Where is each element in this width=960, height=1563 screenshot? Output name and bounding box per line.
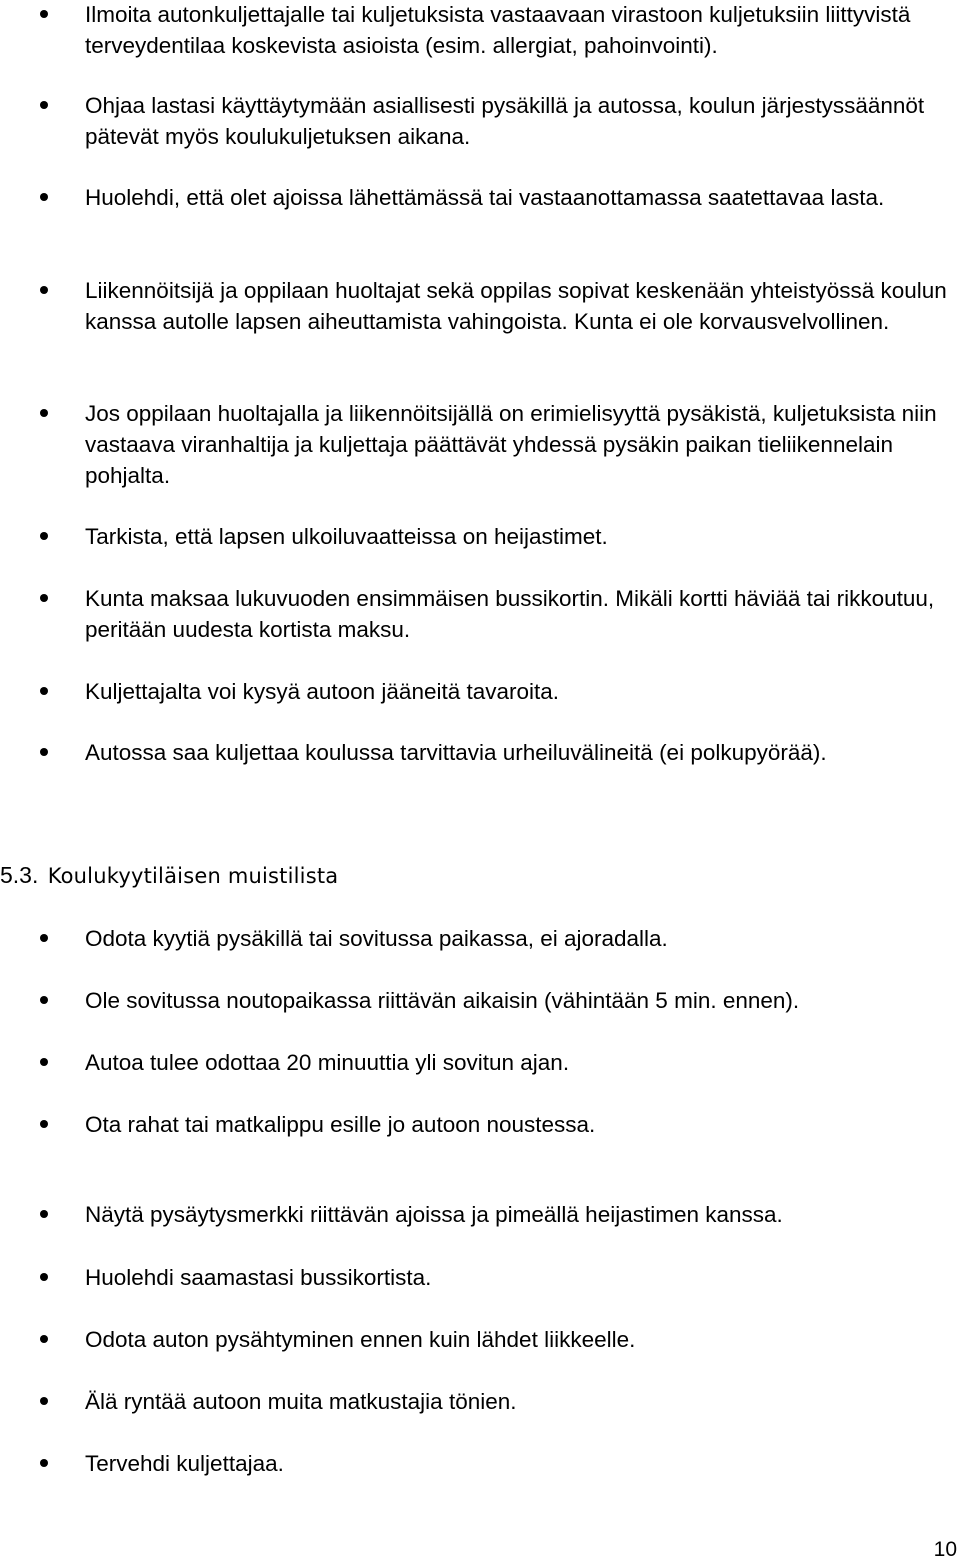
bullet-icon bbox=[40, 101, 48, 109]
section-number: 5.3. bbox=[0, 862, 39, 888]
list-item-text: Odota auton pysähtyminen ennen kuin lähdet liikkeelle. bbox=[85, 1327, 636, 1352]
list-item-text: Ohjaa lastasi käyttäytymään asiallisesti pysäkillä ja autossa, koulun järjestyssäännöt pätevät myös koulukuljetuksen aikana. bbox=[85, 93, 925, 149]
section-heading bbox=[0, 858, 338, 893]
list-item-text: Huolehdi saamastasi bussikortista. bbox=[85, 1265, 432, 1290]
bullet-icon bbox=[40, 286, 48, 294]
list-item-text: Tervehdi kuljettajaa. bbox=[85, 1451, 284, 1476]
bullet-icon bbox=[40, 10, 48, 18]
list-item-text: Huolehdi, että olet ajoissa lähettämässä tai vastaanottamassa saatettavaa lasta. bbox=[85, 185, 885, 210]
bullet-icon bbox=[40, 1459, 48, 1467]
section-title: Koulukyytiläisen muistilista bbox=[47, 864, 339, 888]
bullet-icon bbox=[40, 1120, 48, 1128]
bullet-icon bbox=[40, 594, 48, 602]
list-item-text: Älä ryntää autoon muita matkustajia tönien. bbox=[85, 1389, 517, 1414]
list-item-text: Kunta maksaa lukuvuoden ensimmäisen bussikortin. Mikäli kortti häviää tai rikkoutuu, peritään uudesta kortista maksu. bbox=[85, 586, 935, 642]
list-item-text: Liikennöitsijä ja oppilaan huoltajat sekä oppilas sopivat keskenään yhteistyössä koulun kanssa autolle lapsen aiheuttamista vahingoista. Kunta ei ole korvausvelvollinen. bbox=[85, 278, 947, 334]
list-item-text: Tarkista, että lapsen ulkoiluvaatteissa on heijastimet. bbox=[85, 524, 608, 549]
list-item-text: Jos oppilaan huoltajalla ja liikennöitsijällä on erimielisyyttä pysäkistä, kuljetuksista niin vastaava viranhaltija ja kuljettaja päättävät yhdessä pysäkin paikan tieliikennelain pohjalta. bbox=[85, 401, 937, 488]
list-item-text: Odota kyytiä pysäkillä tai sovitussa paikassa, ei ajoradalla. bbox=[85, 926, 668, 951]
list-item-text: Autossa saa kuljettaa koulussa tarvittavia urheiluvälineitä (ei polkupyörää). bbox=[85, 740, 827, 765]
bullet-icon bbox=[40, 934, 48, 942]
bullet-icon bbox=[40, 1273, 48, 1281]
list-item-text: Näytä pysäytysmerkki riittävän ajoissa ja pimeällä heijastimen kanssa. bbox=[85, 1202, 783, 1227]
list-item-text: Autoa tulee odottaa 20 minuuttia yli sovitun ajan. bbox=[85, 1050, 570, 1075]
list-item-text: Ota rahat tai matkalippu esille jo autoon noustessa. bbox=[85, 1112, 596, 1137]
bullet-icon bbox=[40, 193, 48, 201]
bullet-icon bbox=[40, 1397, 48, 1405]
page-number: 10 bbox=[933, 1538, 957, 1561]
bullet-icon bbox=[40, 748, 48, 756]
bullet-icon bbox=[40, 1058, 48, 1066]
list-item-text: Ilmoita autonkuljettajalle tai kuljetuksista vastaavaan virastoon kuljetuksiin liittyvistä terveydentilaa koskevista asioista (esim. allergiat, pahoinvointi). bbox=[85, 2, 911, 58]
bullet-icon bbox=[40, 996, 48, 1004]
bullet-icon bbox=[40, 1210, 48, 1218]
bullet-icon bbox=[40, 532, 48, 540]
bullet-icon bbox=[40, 1335, 48, 1343]
list-item-text: Kuljettajalta voi kysyä autoon jääneitä tavaroita. bbox=[85, 679, 560, 704]
list-item-text: Ole sovitussa noutopaikassa riittävän aikaisin (vähintään 5 min. ennen). bbox=[85, 988, 800, 1013]
bullet-icon bbox=[40, 687, 48, 695]
bullet-icon bbox=[40, 409, 48, 417]
